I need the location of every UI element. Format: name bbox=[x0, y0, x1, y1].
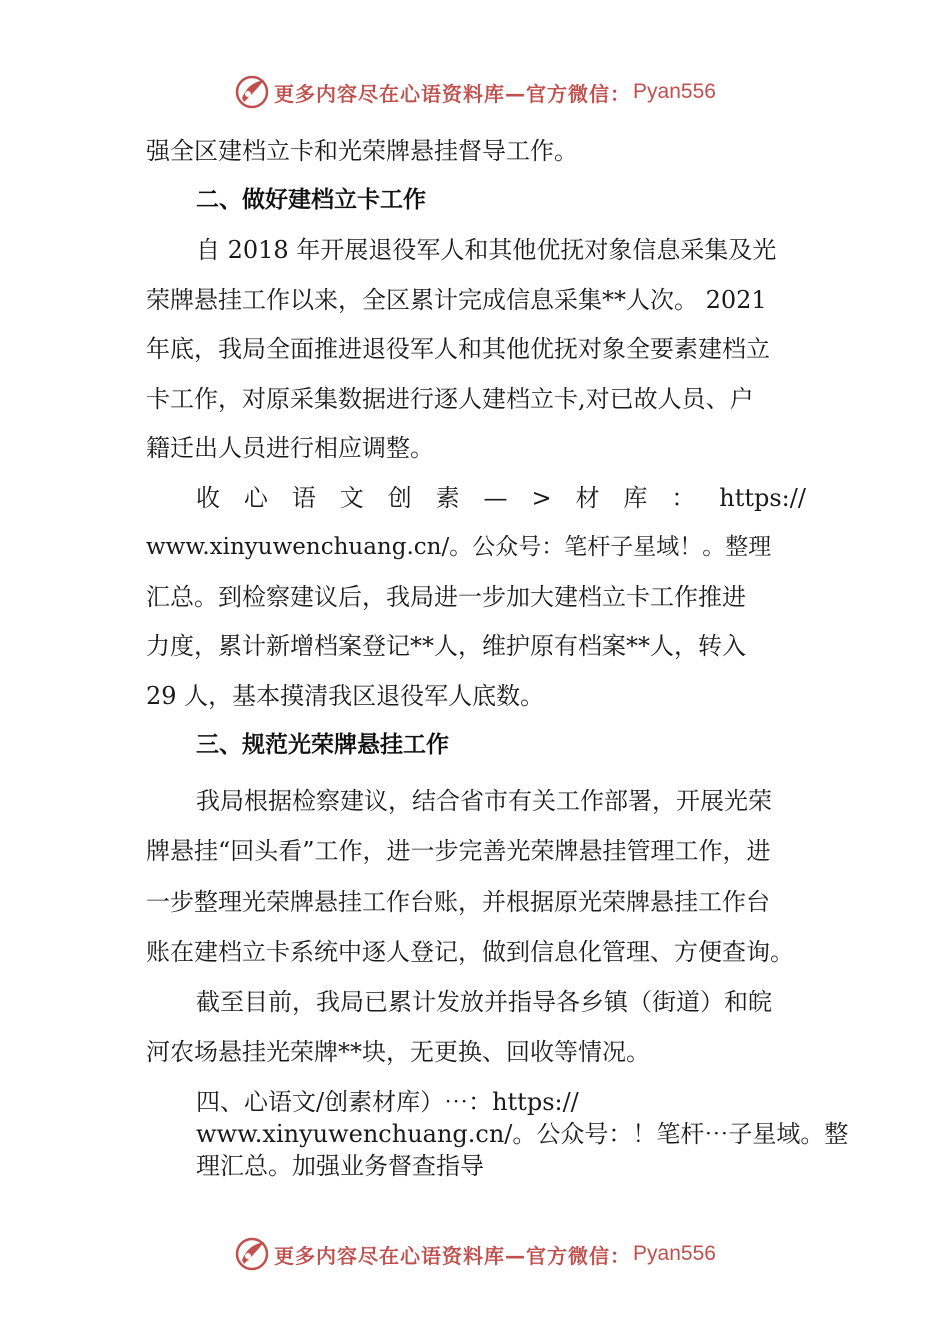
spread-char: 库 bbox=[623, 484, 648, 512]
paragraph-line: 年底，我局全面推进退役军人和其他优抚对象全要素建档立 bbox=[146, 335, 770, 363]
paragraph-line: 账在建档立卡系统中逐人登记，做到信息化管理、方便查询。 bbox=[146, 938, 794, 966]
spread-char: 收 bbox=[196, 484, 220, 512]
paragraph-line: 卡工作，对原采集数据进行逐人建档立卡,对已故人员、户 bbox=[146, 385, 754, 413]
paragraph-line: 截至目前，我局已累计发放并指导各乡镇（街道）和皖 bbox=[196, 988, 772, 1016]
watermark-header bbox=[0, 70, 950, 114]
paragraph-line: 汇总。到检察建议后，我局进一步加大建档立卡工作推进 bbox=[146, 583, 746, 611]
paragraph-line: 自 2018 年开展退役军人和其他优抚对象信息采集及光 bbox=[196, 236, 777, 264]
spread-char: 素 bbox=[435, 484, 460, 512]
paragraph-line: 强全区建档立卡和光荣牌悬挂督导工作。 bbox=[146, 137, 578, 165]
paragraph-line: 一步整理光荣牌悬挂工作台账，并根据原光荣牌悬挂工作台 bbox=[146, 888, 770, 916]
watermark-wechat-id: Pyan556 bbox=[633, 80, 716, 103]
paragraph-line: 牌悬挂“回头看”工作，进一步完善光荣牌悬挂管理工作，进 bbox=[146, 837, 771, 865]
section-4-line: 四、心语文/创素材库）⋯：https:// bbox=[196, 1088, 579, 1116]
section-heading-2: 二、做好建档立卡工作 bbox=[196, 187, 426, 213]
watermark-brand-text: 更多内容尽在心语资料库—官方微信： bbox=[274, 1243, 632, 1268]
watermark-wechat-id: Pyan556 bbox=[633, 1242, 716, 1265]
paragraph-line: 河农场悬挂光荣牌**块，无更换、回收等情况。 bbox=[146, 1038, 650, 1066]
paragraph-line: 我局根据检察建议，结合省市有关工作部署，开展光荣 bbox=[196, 787, 772, 815]
spread-url: https:// bbox=[719, 484, 806, 512]
section-4-line: 理汇总。加强业务督查指导 bbox=[196, 1152, 484, 1180]
watermark-brand-text: 更多内容尽在心语资料库—官方微信： bbox=[274, 81, 632, 106]
spread-source-line bbox=[196, 480, 806, 516]
spread-char: 语 bbox=[291, 484, 316, 512]
brand-logo-icon bbox=[234, 1236, 270, 1272]
paragraph-line: 力度，累计新增档案登记**人，维护原有档案**人，转入 bbox=[146, 632, 746, 660]
spread-char: — bbox=[483, 484, 508, 512]
spread-char: > bbox=[531, 484, 552, 512]
spread-char: 心 bbox=[243, 484, 268, 512]
brand-logo-icon bbox=[234, 74, 270, 110]
paragraph-line: www.xinyuwenchuang.cn/。公众号：笔杆子星域！。整理 bbox=[146, 534, 772, 560]
paragraph-line: 荣牌悬挂工作以来，全区累计完成信息采集**人次。 2021 bbox=[146, 286, 767, 314]
spread-char: 文 bbox=[339, 484, 364, 512]
spread-char: 材 bbox=[575, 484, 600, 512]
paragraph-line: 29 人，基本摸清我区退役军人底数。 bbox=[146, 682, 545, 710]
section-4-line: www.xinyuwenchuang.cn/。公众号：！笔杆⋯子星域。整 bbox=[196, 1120, 849, 1148]
section-4-block bbox=[196, 1086, 849, 1182]
spread-char: 创 bbox=[387, 484, 412, 512]
spread-char: ： bbox=[671, 484, 696, 512]
section-heading-3: 三、规范光荣牌悬挂工作 bbox=[196, 732, 449, 758]
paragraph-line: 籍迁出人员进行相应调整。 bbox=[146, 434, 434, 462]
watermark-footer bbox=[0, 1232, 950, 1276]
